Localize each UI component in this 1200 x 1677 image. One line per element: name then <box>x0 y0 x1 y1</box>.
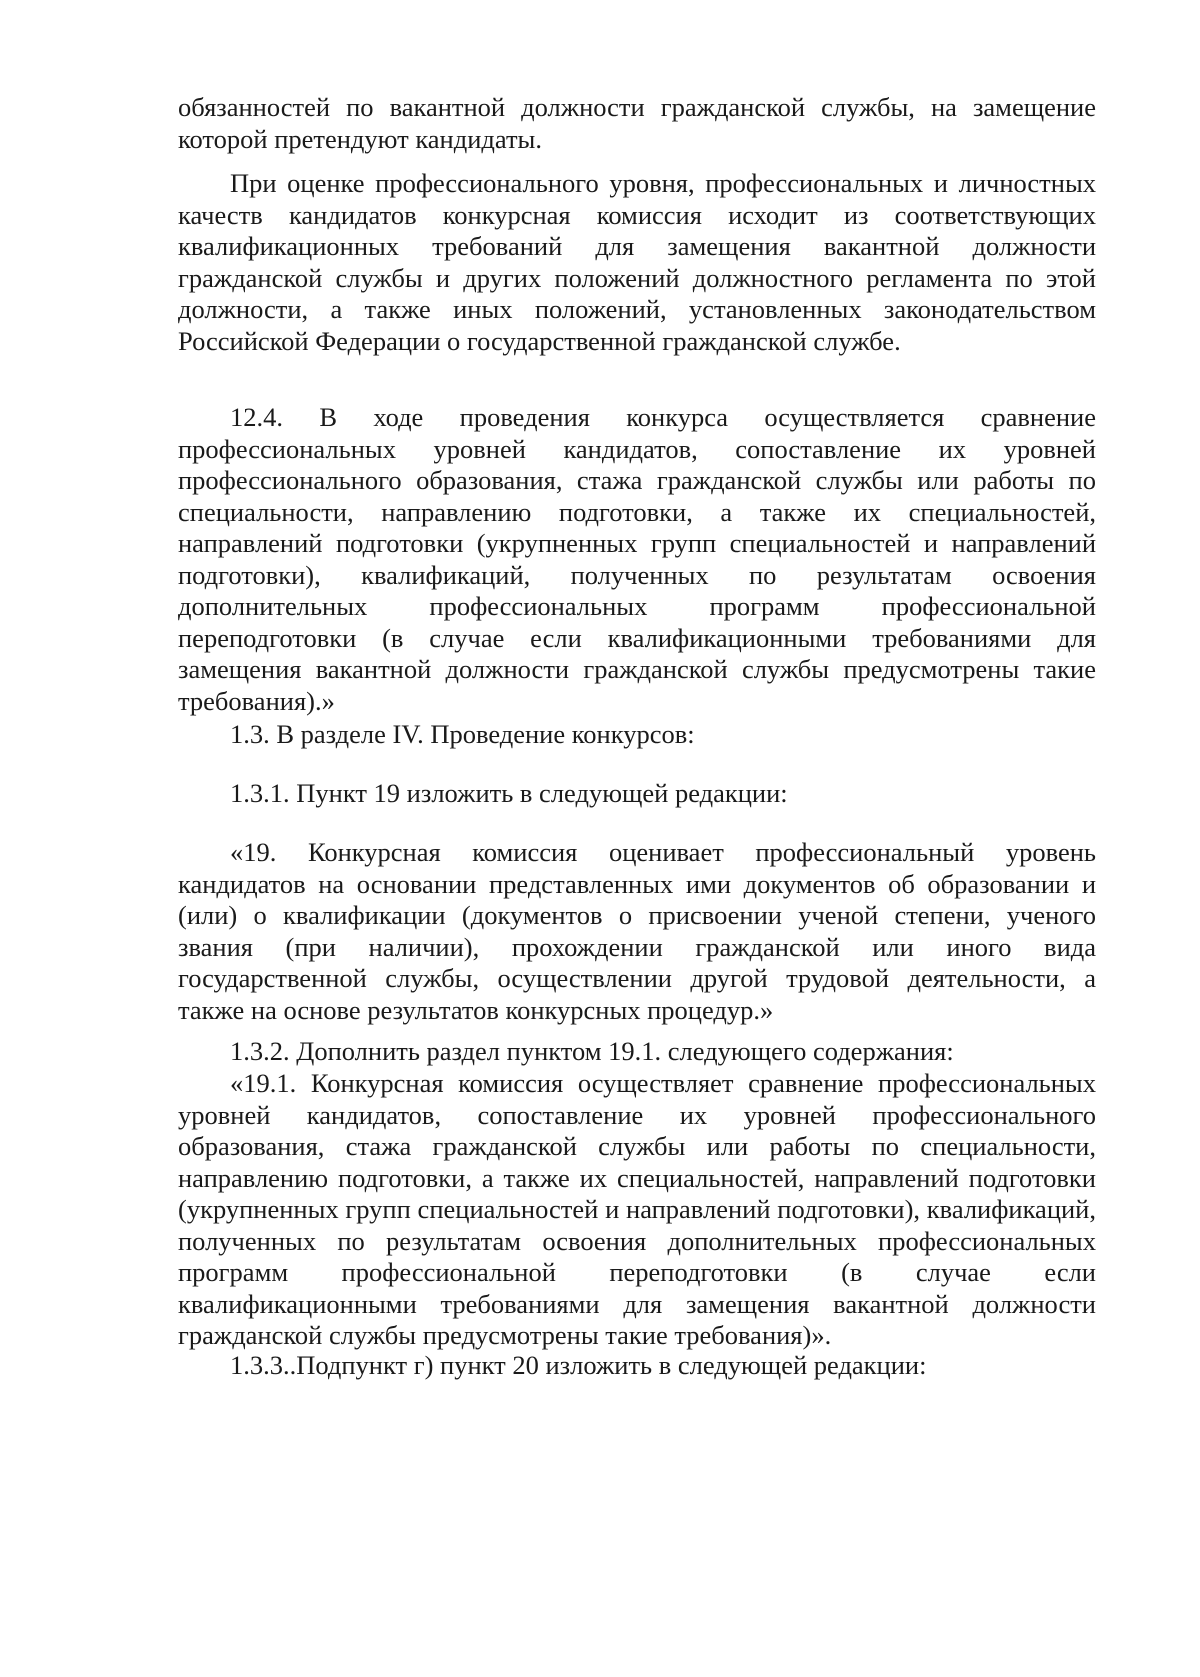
paragraph-1-3-3: 1.3.3..Подпункт г) пункт 20 изложить в следующей редакции: <box>230 1350 927 1380</box>
paragraph-evaluation: При оценке профессионального уровня, профессиональных и личностных качеств кандидатов конкурсная комиссия исходит из соответствующих квалификационных требований для замещения вакантной должности гражданской службы и других положений должностного регламента по этой должности, а также иных положений, установленных законодательством Российской Федерации о государственной гражданской службе. <box>178 168 1096 356</box>
paragraph-19-1: «19.1. Конкурсная комиссия осуществляет сравнение профессиональных уровней кандидатов, сопоставление их уровней профессионального образования, стажа гражданской службы или работы по специальности, направлению подготовки, а также их специальностей, направлений подготовки (укрупненных групп специальностей и направлений подготовки), квалификаций, полученных по результатам освоения дополнительных профессиональных программ профессиональной переподготовки (в случае если квалификационными требованиями для замещения вакантной должности гражданской службы предусмотрены такие требования)». <box>178 1068 1096 1350</box>
paragraph-19: «19. Конкурсная комиссия оценивает профессиональный уровень кандидатов на основании представленных ими документов об образовании и (или) о квалификации (документов о присвоении ученой степени, ученого звания (при наличии), прохождении гражданской или иного вида государственной службы, осуществлении другой трудовой деятельности, а также на основе результатов конкурсных процедур.» <box>178 837 1096 1025</box>
paragraph-1-3-2: 1.3.2. Дополнить раздел пунктом 19.1. следующего содержания: <box>230 1036 954 1066</box>
paragraph-12-4: 12.4. В ходе проведения конкурса осуществляется сравнение профессиональных уровней кандидатов, сопоставление их уровней профессионального образования, стажа гражданской службы или работы по специальности, направлению подготовки, а также их специальностей, направлений подготовки (укрупненных групп специальностей и направлений подготовки), квалификаций, полученных по результатам освоения дополнительных профессиональных программ профессиональной переподготовки (в случае если квалификационными требованиями для замещения вакантной должности гражданской службы предусмотрены такие требования).» <box>178 402 1096 716</box>
paragraph-1-3-1: 1.3.1. Пункт 19 изложить в следующей редакции: <box>230 778 788 808</box>
paragraph-continuation: обязанностей по вакантной должности гражданской службы, на замещение которой претендуют кандидаты. <box>178 92 1096 154</box>
paragraph-1-3: 1.3. В разделе IV. Проведение конкурсов: <box>230 719 695 749</box>
